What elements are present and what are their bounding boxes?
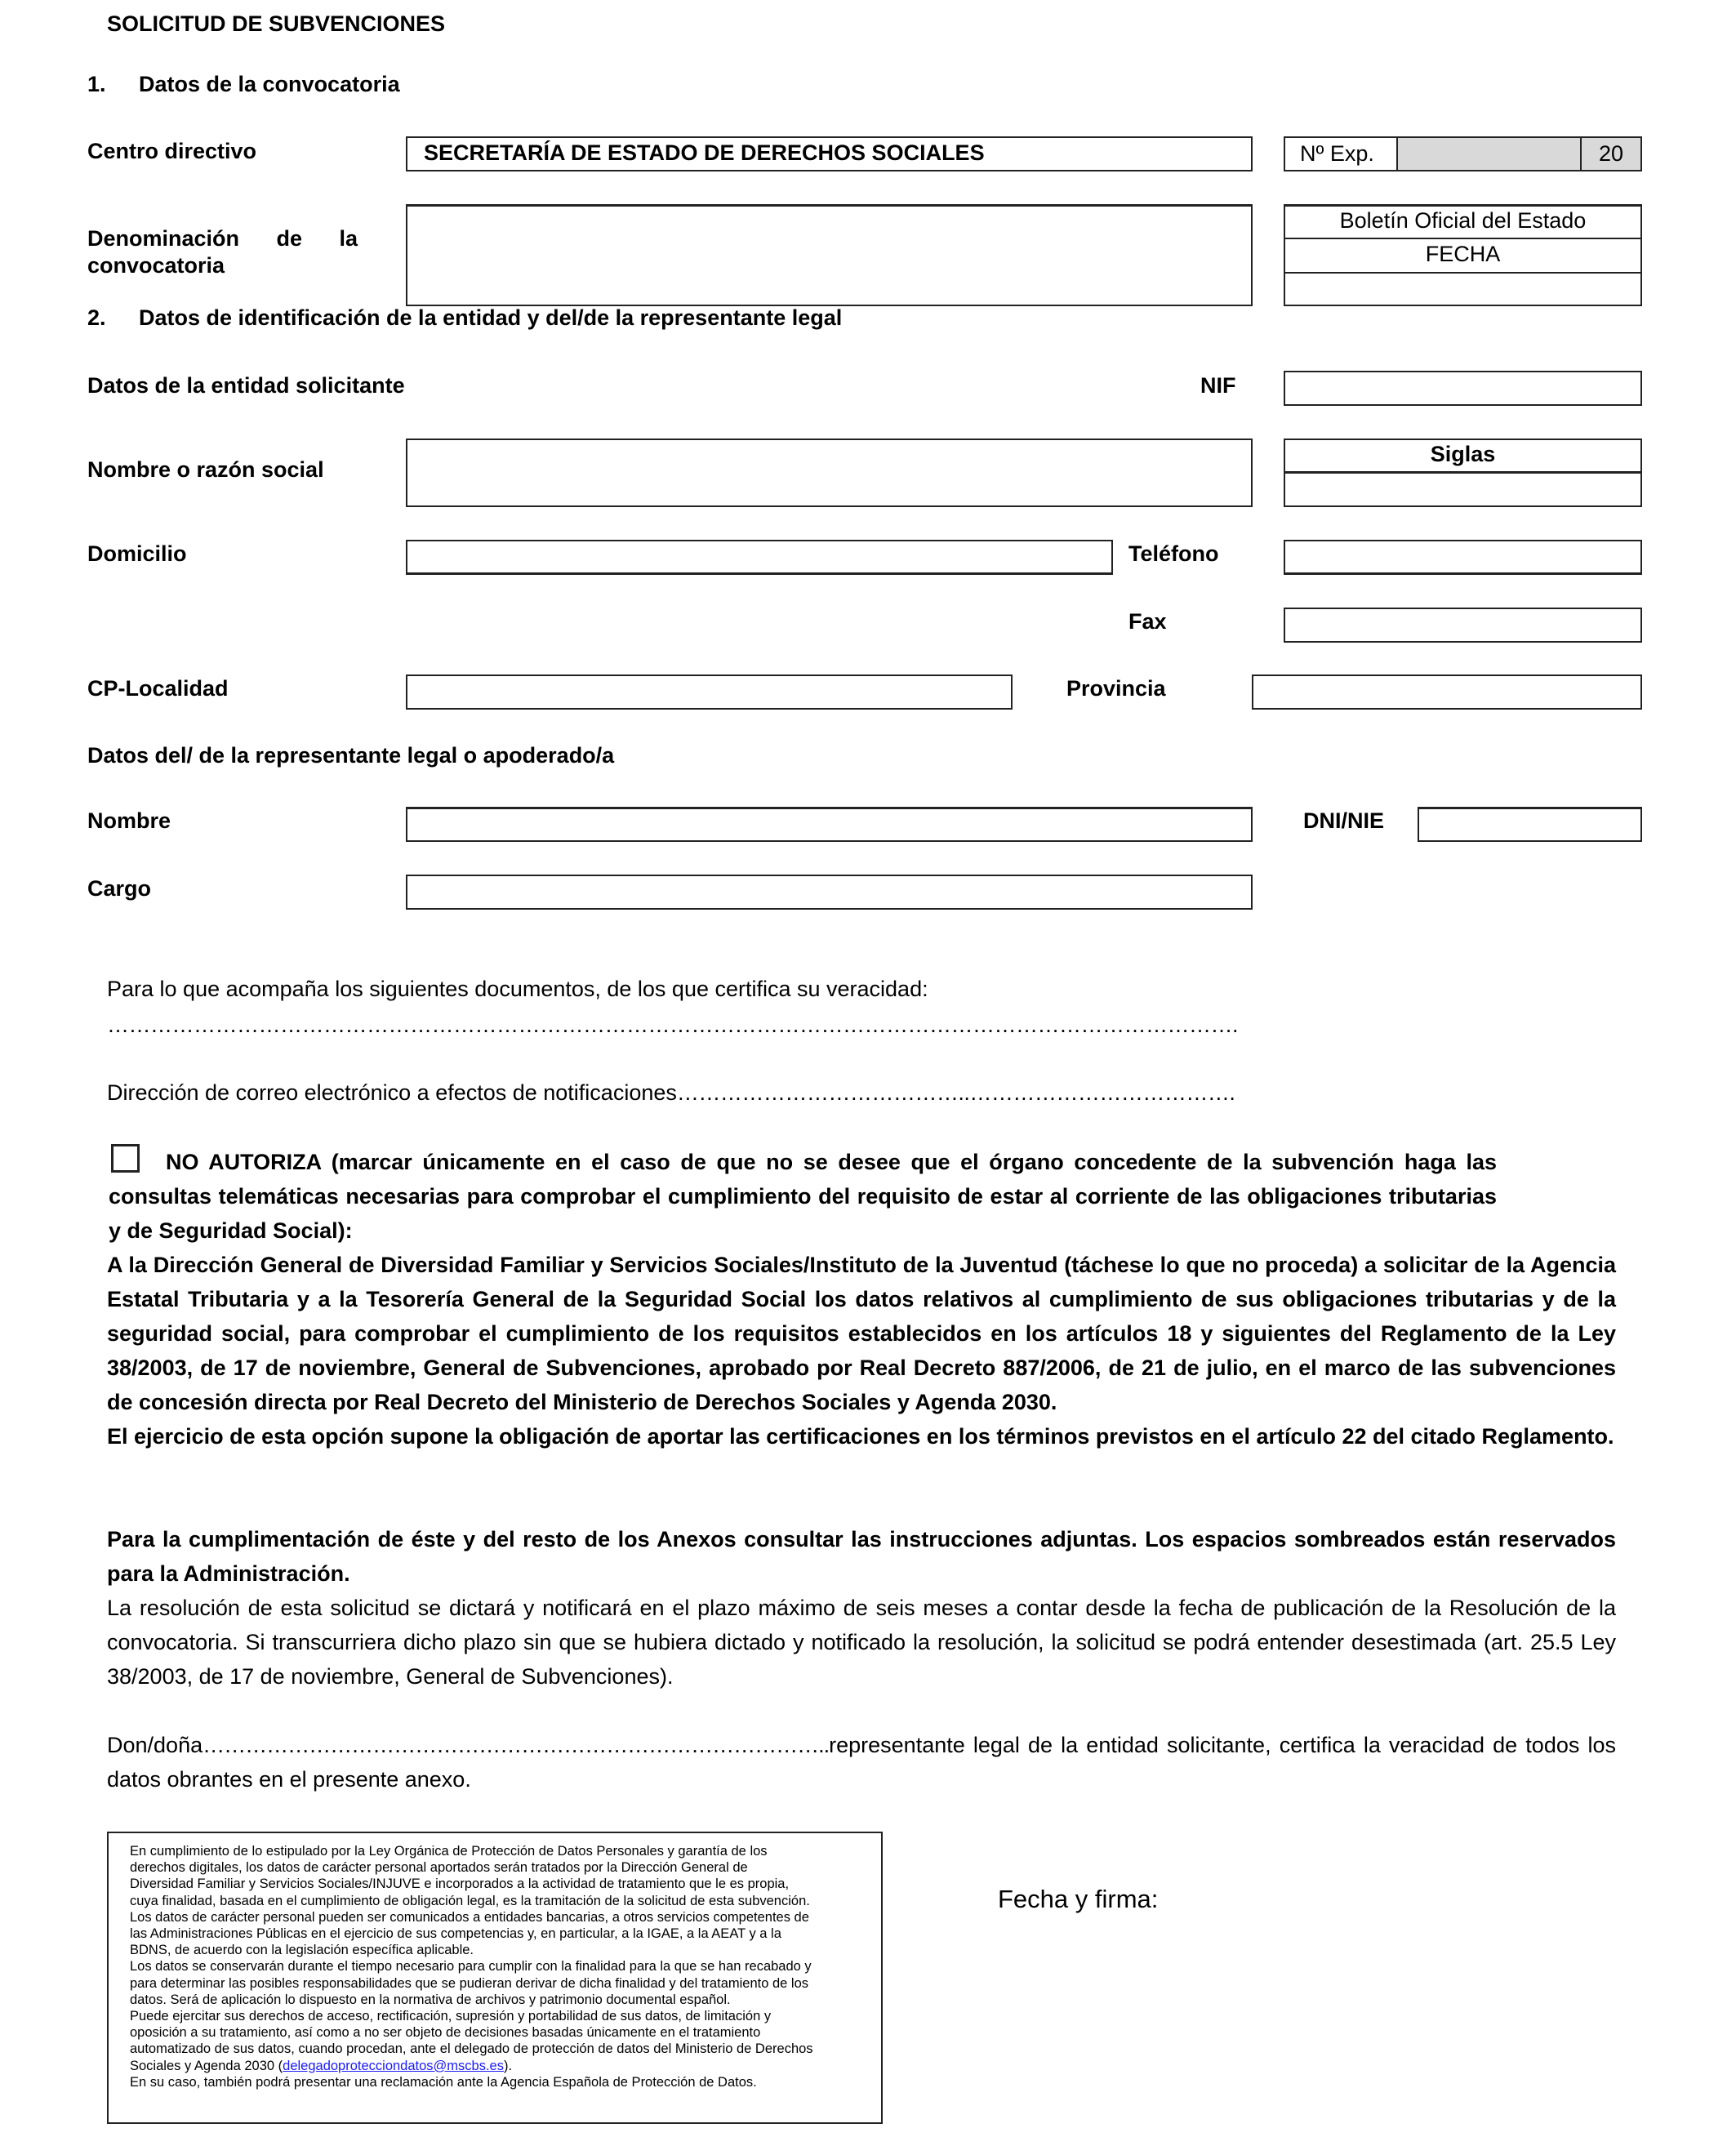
exp-label: Nº Exp. [1285, 138, 1398, 170]
dni-nie-field[interactable] [1418, 807, 1642, 842]
siglas-table [1284, 439, 1642, 507]
siglas-field[interactable] [1285, 474, 1640, 505]
privacy-line: BDNS, de acuerdo con la legislación específica aplicable. [130, 1943, 474, 1958]
provincia-label: Provincia [1066, 676, 1166, 701]
email-line [107, 1080, 1235, 1106]
privacy-notice-box [107, 1832, 883, 2124]
documents-dotted-line[interactable]: …………………………………………………………………………………………………………………………………………. [107, 1013, 1239, 1037]
authorization-paragraph: A la Dirección General de Diversidad Familiar y Servicios Sociales/Instituto de la Juventud (táchese lo que no proceda) a solicitar de la Agencia Estatal Tributaria y a la Tesorería General de la Seguridad Social los datos relativos al cumplimiento de sus obligaciones tributarias y de la seguridad social, para comprobar el cumplimiento de los requisitos establecidos en los artículos 18 y siguientes del Reglamento de la Ley 38/2003, de 17 de noviembre, General de Subvenciones, aprobado por Real Decreto 887/2006, de 21 de julio, en el marco de las subvenciones de concesión directa por Real Decreto del Ministerio de Derechos Sociales y Agenda 2030. [107, 1253, 1616, 1414]
centro-directivo-field[interactable] [406, 136, 1253, 171]
privacy-line: En cumplimiento de lo estipulado por la Ley Orgánica de Protección de Datos Personales y garantía de los [130, 1844, 768, 1859]
nombre-razon-social-label: Nombre o razón social [87, 457, 324, 482]
section-2-number: 2. [87, 305, 106, 330]
rep-nombre-label: Nombre [87, 808, 171, 833]
documents-intro: Para lo que acompaña los siguientes documentos, de los que certifica su veracidad: [107, 977, 928, 1001]
no-autoriza-text: NO AUTORIZA (marcar únicamente en el caso de que no se desee que el órgano concedente de la subvención haga las consultas telemáticas necesarias para comprobar el cumplimiento del requisito de estar al corriente de las obligaciones tributarias y de Seguridad Social): [109, 1150, 1497, 1243]
privacy-line-with-link [130, 2058, 881, 2074]
expediente-number-table [1284, 136, 1642, 171]
dni-nie-label: DNI/NIE [1303, 808, 1385, 833]
resolution-paragraph: La resolución de esta solicitud se dictará y notificará en el plazo máximo de seis meses a contar desde la fecha de publicación de la Resolución de la convocatoria. Si transcurriera dicho plazo sin que se hubiera dictado y notificado la resolución, la solicitud se podrá entender desestimada (art. 25.5 Ley 38/2003, de 17 de noviembre, General de Subvenciones). [107, 1596, 1616, 1689]
cargo-label: Cargo [87, 876, 152, 901]
cp-localidad-label: CP-Localidad [87, 676, 229, 701]
privacy-line: Diversidad Familiar y Servicios Sociales/INJUVE e incorporados a la actividad de tratamiento que le es propia, [130, 1877, 790, 1892]
privacy-final-line: En su caso, también podrá presentar una reclamación ante la Agencia Española de Protección de Datos. [130, 2074, 757, 2090]
nombre-razon-social-field[interactable] [406, 439, 1253, 507]
fecha-label: FECHA [1285, 239, 1640, 274]
section-1-number: 1. [87, 72, 106, 96]
privacy-line: Puede ejercitar sus derechos de acceso, rectificación, supresión y portabilidad de sus datos, de limitación y [130, 2009, 772, 2024]
denominacion-field[interactable] [406, 204, 1253, 306]
option-paragraph: El ejercicio de esta opción supone la obligación de aportar las certificaciones en los términos previstos en el artículo 22 del citado Reglamento. [107, 1424, 1614, 1449]
section-1-heading [87, 72, 400, 97]
date-and-signature-label: Fecha y firma: [998, 1885, 1159, 1913]
section-2-title: Datos de identificación de la entidad y del/de la representante legal [139, 305, 843, 330]
privacy-line: las Administraciones Públicas en el ejercicio de sus competencias y, en particular, a la IGAE, a la AEAT y a la [130, 1926, 781, 1942]
denominacion-label-line1 [87, 225, 357, 252]
rep-nombre-field[interactable] [406, 807, 1253, 842]
denominacion-label-line2: convocatoria [87, 253, 225, 278]
domicilio-label: Domicilio [87, 541, 187, 566]
entity-data-heading: Datos de la entidad solicitante [87, 373, 405, 398]
denominacion-label-text: Denominación de la [87, 226, 358, 251]
siglas-label: Siglas [1285, 440, 1640, 474]
domicilio-field[interactable] [406, 540, 1113, 575]
boe-table [1284, 204, 1642, 306]
privacy-line: derechos digitales, los datos de carácter personal aportados serán tratados por la Dirección General de [130, 1860, 748, 1876]
telefono-label: Teléfono [1128, 541, 1219, 566]
document-title: SOLICITUD DE SUBVENCIONES [107, 11, 446, 36]
centro-directivo-value: SECRETARÍA DE ESTADO DE DERECHOS SOCIALES [424, 140, 985, 165]
privacy-line: datos. Será de aplicación lo dispuesto en la normativa de archivos y patrimonio documental español. [130, 1992, 731, 2007]
fax-field[interactable] [1284, 608, 1642, 643]
privacy-line: automatizado de sus datos, cuando procedan, ante el delegado de protección de datos del Ministerio de Derechos [130, 2041, 813, 2057]
section-1-title: Datos de la convocatoria [139, 72, 400, 96]
email-label: Dirección de correo electrónico a efectos de notificaciones [107, 1080, 677, 1105]
cp-localidad-field[interactable] [406, 674, 1013, 710]
privacy-line: oposición a su tratamiento, así como a no ser objeto de decisiones basadas únicamente en el tratamiento [130, 2025, 761, 2041]
certify-text: representante legal de la entidad solicitante, certifica la veracidad de todos los datos obrantes en el presente anexo. [107, 1733, 1616, 1792]
provincia-field[interactable] [1252, 674, 1642, 710]
boe-label: Boletín Oficial del Estado [1285, 207, 1640, 239]
section-2-heading [87, 305, 842, 331]
fecha-field[interactable] [1285, 274, 1640, 305]
instructions-paragraph: Para la cumplimentación de éste y del resto de los Anexos consultar las instrucciones adjuntas. Los espacios sombreados están reservados para la Administración. [107, 1527, 1616, 1586]
email-dotted-field[interactable]: …………………………………..………………………………. [676, 1080, 1235, 1105]
certification-paragraph [107, 1728, 1616, 1796]
don-dona-dotted-field[interactable]: …………………………………………………………………………….. [203, 1733, 830, 1757]
exp-year-field[interactable]: 20 [1582, 138, 1640, 170]
privacy-line-suffix: ). [503, 2058, 513, 2073]
telefono-field[interactable] [1284, 540, 1642, 575]
nif-label: NIF [1200, 373, 1236, 398]
fax-label: Fax [1128, 609, 1167, 634]
privacy-line: para determinar las posibles responsabilidades que se pudieran derivar de dicha finalidad y del tratamiento de los [130, 1975, 809, 1991]
nif-field[interactable] [1284, 371, 1642, 406]
privacy-line: Los datos se conservarán durante el tiempo necesario para cumplir con la finalidad para la que se han recabado y [130, 1959, 812, 1974]
privacy-line: Los datos de carácter personal pueden ser comunicados a entidades bancarias, a otros servicios competentes de [130, 1909, 809, 1925]
privacy-line-prefix: Sociales y Agenda 2030 ( [130, 2058, 283, 2073]
representative-heading: Datos del/ de la representante legal o apoderado/a [87, 743, 615, 768]
centro-directivo-label: Centro directivo [87, 139, 257, 163]
dpo-email-link[interactable]: delegadoprotecciondatos@mscbs.es [283, 2058, 504, 2073]
exp-number-field[interactable] [1398, 138, 1582, 170]
privacy-line: cuya finalidad, basada en el cumplimiento de obligación legal, es la tramitación de la solicitud de esta subvención. [130, 1893, 810, 1908]
cargo-field[interactable] [406, 875, 1253, 910]
don-dona-label: Don/doña [107, 1733, 203, 1757]
